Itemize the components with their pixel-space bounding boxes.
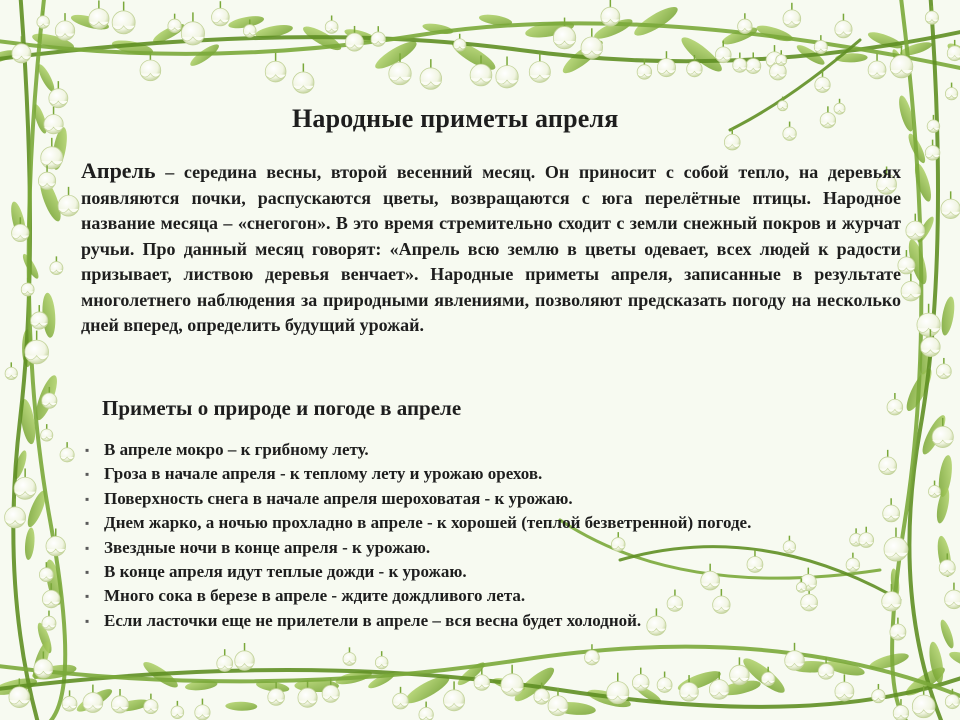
intro-text: – середина весны, второй весенний месяц. Он приносит с собой тепло, на деревьях появляются почки, распускаются цветы, возвращаются с юга перелётные птицы. Народное название месяца – «снегогон». В это время стремительно сходит с земли снежный покров и журчат ручьи. Про данный месяц говорят: «Апрель всю землю в цветы одевает, всех людей к радости призывает, листвою деревья венчает». Народные приметы апреля, записанные в результате многолетнего наблюдения за природными явлениями, позволяют предсказать погоду на несколько дней вперед, определить будущий урожай. (81, 162, 901, 335)
list-item: ▪ Звездные ночи в конце апреля - к урожаю. (82, 536, 862, 560)
list-item: ▪ Гроза в начале апреля - к теплому лету и урожаю орехов. (82, 462, 862, 486)
signs-list (82, 438, 862, 633)
bullet-icon: ▪ (85, 589, 90, 604)
list-item: ▪ В апреле мокро – к грибному лету. (82, 438, 862, 462)
list-item: ▪ Если ласточки еще не прилетели в апреле – вся весна будет холодной. (82, 609, 862, 633)
bullet-icon: ▪ (85, 613, 90, 628)
bullet-icon: ▪ (85, 491, 90, 506)
bullet-icon: ▪ (85, 540, 90, 555)
intro-paragraph (81, 158, 901, 339)
bullet-icon: ▪ (85, 443, 90, 457)
list-item: ▪ Много сока в березе в апреле - ждите дождливого лета. (82, 584, 862, 608)
list-item: ▪ Днем жарко, а ночью прохладно в апреле - к хорошей (теплой безветренной) погоде. (82, 511, 862, 535)
page-title: Народные приметы апреля (292, 104, 619, 133)
signs-subtitle: Приметы о природе и погоде в апреле (102, 396, 462, 420)
bullet-icon: ▪ (85, 516, 90, 531)
bullet-icon: ▪ (85, 467, 90, 482)
intro-lead-word: Апрель (81, 158, 156, 183)
bullet-icon: ▪ (85, 565, 90, 580)
list-item: ▪ Поверхность снега в начале апреля шероховатая - к урожаю. (82, 487, 862, 511)
list-item: ▪ В конце апреля идут теплые дожди - к урожаю. (82, 560, 862, 584)
